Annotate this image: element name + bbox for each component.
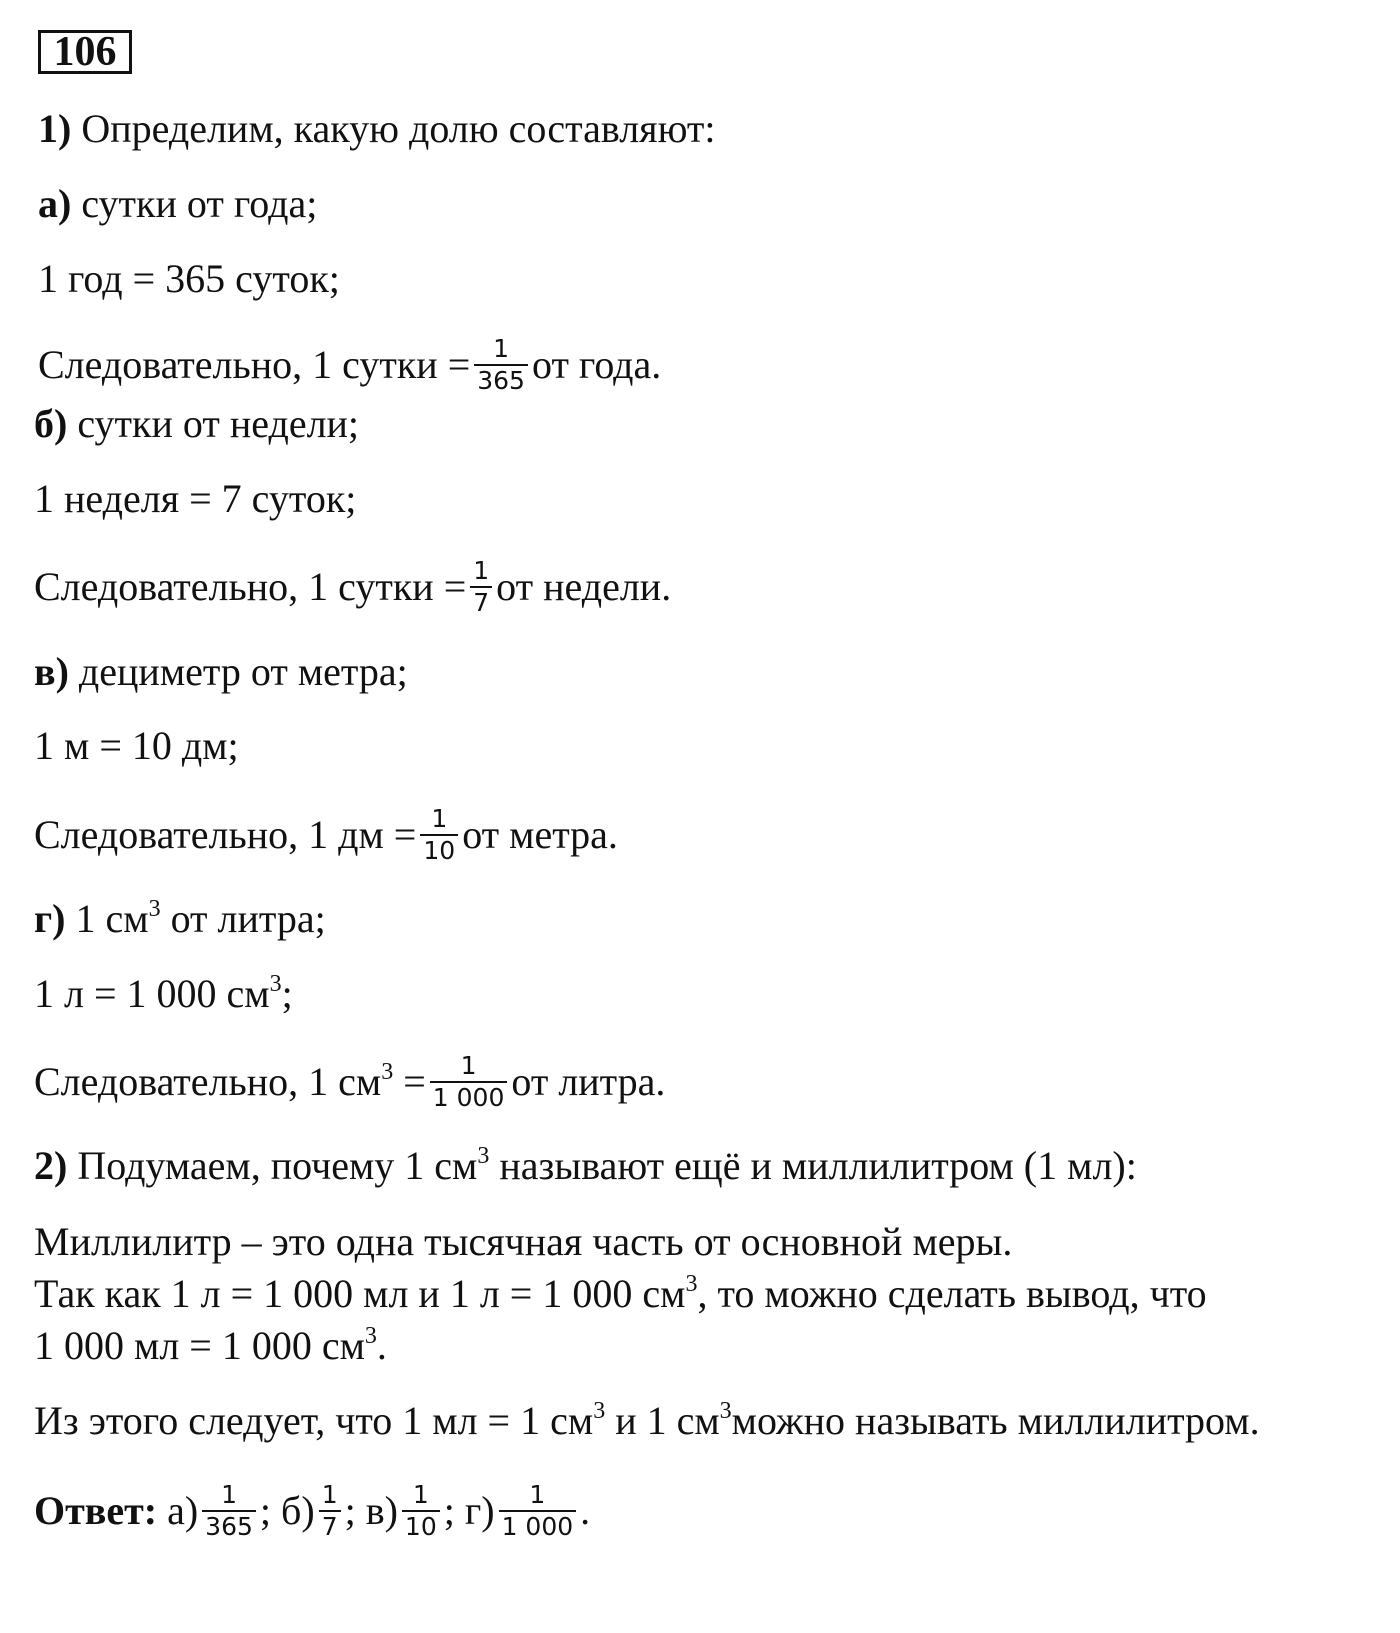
part-g-fact-text: 1 л = 1 000 см: [34, 971, 270, 1016]
part-g-question-tail: от литра;: [170, 896, 326, 941]
part-b-fact: 1 неделя = 7 суток;: [34, 476, 357, 521]
fraction-numerator: 1: [420, 804, 458, 836]
part-b-label: б): [34, 401, 68, 446]
fraction-numerator: 1: [474, 334, 528, 366]
part-v-conclusion-tail: от метра.: [462, 812, 618, 858]
fraction-1-365: [474, 334, 528, 396]
part-g-question: 1 см: [75, 896, 149, 941]
part1-intro: Определим, какую долю составляют:: [81, 106, 716, 151]
fraction-numerator: 1: [499, 1480, 577, 1512]
part1-label: 1): [38, 106, 72, 151]
part2-label: 2): [34, 1143, 68, 1188]
part2-line1: Миллилитр – это одна тысячная часть от основной меры.: [34, 1219, 1013, 1264]
fraction-denominator: 10: [404, 1512, 437, 1541]
answer-a-label: а): [167, 1488, 199, 1534]
part-b-question: сутки от недели;: [77, 401, 360, 446]
fraction-numerator: 1: [430, 1051, 508, 1083]
fraction-numerator: 1: [202, 1480, 256, 1512]
part-v-label: в): [34, 649, 69, 694]
part-g-conclusion-eq: =: [393, 1059, 426, 1105]
part2-question-tail: называют ещё и миллилитром (1 мл):: [499, 1143, 1137, 1188]
part-b-conclusion-text: Следовательно, 1 сутки =: [34, 564, 467, 610]
answer-end: .: [580, 1488, 591, 1534]
superscript-3: 3: [364, 1323, 377, 1349]
part-v-question-line: [34, 648, 408, 696]
fraction-denominator: 365: [477, 366, 525, 395]
part-v-question: дециметр от метра;: [78, 649, 408, 694]
superscript-3: 3: [477, 1143, 490, 1169]
part-v-conclusion-text: Следовательно, 1 дм =: [34, 812, 417, 858]
part2-line4-text: Из этого следует, что 1 мл = 1 см: [34, 1398, 594, 1443]
fraction-denominator: 1 000: [432, 1083, 505, 1112]
part2-line3-text: 1 000 мл = 1 000 см: [34, 1323, 365, 1368]
part-a-conclusion-text: Следовательно, 1 сутки =: [38, 342, 471, 388]
part-b-conclusion: [34, 556, 672, 622]
part2-line3: [34, 1322, 387, 1370]
part-g-fact: [34, 970, 293, 1018]
part-g-fact-tail: ;: [281, 971, 293, 1016]
part2-line2-text: Так как 1 л = 1 000 мл и 1 л = 1 000 см: [34, 1271, 686, 1316]
fraction-1-7: [470, 556, 492, 618]
part1-intro-line: [38, 105, 716, 153]
part-a-question-line: [38, 180, 317, 228]
fraction-denominator: 7: [321, 1512, 338, 1541]
part-a-conclusion: [38, 334, 662, 400]
part2-line2: [34, 1270, 1207, 1318]
answer-fraction-b: [319, 1480, 341, 1542]
fraction-denominator: 10: [423, 836, 456, 865]
answer-fraction-v: [402, 1480, 440, 1542]
superscript-3: 3: [685, 1271, 698, 1297]
fraction-denominator: 1 000: [501, 1512, 574, 1541]
superscript-3: 3: [381, 1059, 394, 1086]
part2-line4-mid: и 1 см: [605, 1398, 720, 1443]
part-a-label: а): [38, 181, 72, 226]
fraction-numerator: 1: [470, 556, 492, 588]
answer-separator: ; г): [443, 1488, 495, 1534]
fraction-numerator: 1: [402, 1480, 440, 1512]
part-g-question-line: [34, 895, 326, 943]
part-a-fact: 1 год = 365 суток;: [38, 256, 340, 301]
part-b-question-line: [34, 400, 359, 448]
fraction-numerator: 1: [319, 1480, 341, 1512]
part2-line3-tail: .: [376, 1323, 387, 1368]
part2-question: Подумаем, почему 1 см: [77, 1143, 478, 1188]
answer-fraction-a: [202, 1480, 256, 1542]
fraction-denominator: 365: [205, 1512, 253, 1541]
part-g-conclusion: [34, 1051, 666, 1117]
fraction-1-1000: [430, 1051, 508, 1113]
part-v-conclusion: [34, 804, 618, 870]
fraction-denominator: 7: [473, 588, 490, 617]
part2-line4: [34, 1397, 1260, 1445]
superscript-3: 3: [719, 1398, 732, 1424]
fraction-1-10: [420, 804, 458, 866]
part2-line4-tail: можно называть миллилитром.: [731, 1398, 1260, 1443]
part-b-conclusion-tail: от недели.: [496, 564, 672, 610]
part-a-question: сутки от года;: [81, 181, 318, 226]
part2-question-line: [34, 1142, 1137, 1190]
task-number: 106: [38, 30, 132, 74]
part-v-fact: 1 м = 10 дм;: [34, 723, 239, 768]
part-g-conclusion-tail: от литра.: [511, 1059, 666, 1105]
answer-label: Ответ:: [34, 1488, 158, 1534]
superscript-3: 3: [593, 1398, 606, 1424]
answer-separator: ; в): [344, 1488, 398, 1534]
part2-line2-tail: , то можно сделать вывод, что: [697, 1271, 1207, 1316]
superscript-3: 3: [269, 971, 282, 997]
answer-separator: ; б): [259, 1488, 315, 1534]
answer-line: [34, 1480, 591, 1546]
part-g-conclusion-text: Следовательно, 1 см: [34, 1059, 382, 1105]
superscript-3: 3: [148, 896, 161, 922]
part-a-conclusion-tail: от года.: [531, 342, 662, 388]
answer-fraction-g: [499, 1480, 577, 1542]
part-g-label: г): [34, 896, 66, 941]
